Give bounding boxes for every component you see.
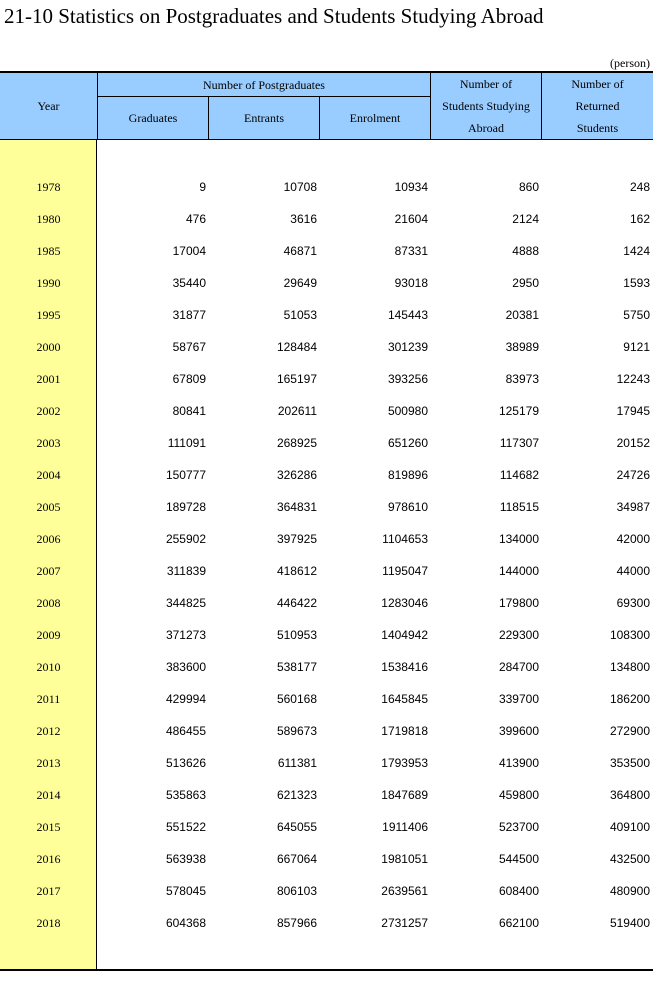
entrants-cell: 418612 [276, 564, 317, 578]
header-divider [97, 73, 98, 139]
table-row [0, 747, 653, 779]
abroad-cell: 144000 [498, 564, 539, 578]
entrants-cell: 46871 [283, 244, 317, 258]
graduates-cell: 311839 [166, 564, 206, 578]
header-divider [319, 97, 320, 139]
abroad-cell: 38989 [505, 340, 539, 354]
year-cell: 1980 [36, 212, 61, 226]
table-row [0, 459, 653, 491]
graduates-cell: 563938 [165, 852, 206, 866]
table-row [0, 299, 653, 331]
header-abroad-line1: Number of [459, 77, 513, 91]
year-cell: 2000 [36, 340, 61, 354]
table-row [0, 587, 653, 619]
returned-cell: 364800 [609, 788, 650, 802]
graduates-cell: 371273 [165, 628, 206, 642]
graduates-cell: 58767 [172, 340, 206, 354]
header-returned-students [542, 73, 653, 139]
returned-cell: 134800 [609, 660, 650, 674]
enrolment-cell: 651260 [387, 436, 428, 450]
graduates-cell: 80841 [172, 404, 206, 418]
entrants-cell: 51053 [283, 308, 317, 322]
returned-cell: 186200 [609, 692, 650, 706]
header-returned-line1: Number of [571, 77, 624, 91]
graduates-cell: 578045 [165, 884, 206, 898]
graduates-cell: 344825 [165, 596, 206, 610]
abroad-cell: 662100 [498, 916, 539, 930]
abroad-cell: 860 [518, 180, 539, 194]
abroad-cell: 413900 [498, 756, 539, 770]
enrolment-cell: 1847689 [381, 788, 428, 802]
abroad-cell: 117307 [499, 436, 539, 450]
entrants-cell: 202611 [277, 404, 317, 418]
table-row [0, 267, 653, 299]
header-returned-line2: Returned [575, 99, 620, 113]
abroad-cell: 179800 [498, 596, 539, 610]
entrants-cell: 510953 [276, 628, 317, 642]
year-cell: 2016 [36, 852, 61, 866]
table-row [0, 843, 653, 875]
header-divider [208, 97, 209, 139]
abroad-cell: 20381 [505, 308, 539, 322]
entrants-cell: 538177 [276, 660, 317, 674]
entrants-cell: 446422 [276, 596, 317, 610]
returned-cell: 24726 [616, 468, 650, 482]
enrolment-cell: 1793953 [381, 756, 428, 770]
returned-cell: 9121 [623, 340, 650, 354]
enrolment-cell: 1645845 [381, 692, 428, 706]
year-cell: 1995 [36, 308, 61, 322]
abroad-cell: 2124 [512, 212, 539, 226]
table-row [0, 523, 653, 555]
returned-cell: 1424 [623, 244, 650, 258]
year-cell: 2004 [36, 468, 61, 482]
header-postgraduates: Number of Postgraduates [98, 73, 430, 96]
header-divider [541, 73, 542, 139]
year-cell: 1990 [36, 276, 61, 290]
returned-cell: 162 [629, 212, 650, 226]
year-cell: 2017 [36, 884, 61, 898]
header-divider [98, 96, 430, 97]
enrolment-cell: 21604 [394, 212, 428, 226]
abroad-cell: 399600 [498, 724, 539, 738]
abroad-cell: 608400 [498, 884, 539, 898]
table-row [0, 715, 653, 747]
returned-cell: 272900 [609, 724, 650, 738]
enrolment-cell: 1911406 [382, 820, 428, 834]
graduates-cell: 486455 [165, 724, 206, 738]
abroad-cell: 459800 [498, 788, 539, 802]
year-cell: 2013 [36, 756, 61, 770]
graduates-cell: 31877 [172, 308, 206, 322]
header-entrants: Entrants [209, 97, 319, 139]
abroad-cell: 339700 [498, 692, 539, 706]
entrants-cell: 857966 [276, 916, 317, 930]
entrants-cell: 268925 [276, 436, 317, 450]
unit-label: (person) [610, 56, 650, 70]
enrolment-cell: 2639561 [381, 884, 428, 898]
returned-cell: 353500 [609, 756, 650, 770]
graduates-cell: 150777 [165, 468, 206, 482]
year-cell: 2015 [36, 820, 61, 834]
returned-cell: 34987 [616, 500, 650, 514]
enrolment-cell: 1538416 [381, 660, 428, 674]
year-cell: 2003 [36, 436, 61, 450]
enrolment-cell: 1981051 [381, 852, 428, 866]
header-students-abroad [431, 73, 541, 139]
year-cell: 2007 [36, 564, 61, 578]
enrolment-cell: 93018 [394, 276, 428, 290]
abroad-cell: 284700 [498, 660, 539, 674]
year-cell: 2008 [36, 596, 61, 610]
graduates-cell: 9 [199, 180, 206, 194]
enrolment-cell: 978610 [387, 500, 428, 514]
abroad-cell: 229300 [498, 628, 539, 642]
abroad-cell: 523700 [498, 820, 539, 834]
returned-cell: 480900 [609, 884, 650, 898]
table-row [0, 683, 653, 715]
graduates-cell: 513626 [165, 756, 206, 770]
header-enrolment: Enrolment [320, 97, 430, 139]
year-cell: 2011 [36, 692, 61, 706]
header-bottom-rule [0, 139, 653, 140]
year-cell: 2010 [36, 660, 61, 674]
graduates-cell: 383600 [165, 660, 206, 674]
entrants-cell: 645055 [276, 820, 317, 834]
returned-cell: 20152 [616, 436, 650, 450]
returned-cell: 12243 [616, 372, 650, 386]
year-cell: 2014 [36, 788, 61, 802]
entrants-cell: 128484 [276, 340, 317, 354]
entrants-cell: 364831 [276, 500, 317, 514]
graduates-cell: 35440 [172, 276, 206, 290]
enrolment-cell: 1719818 [381, 724, 428, 738]
enrolment-cell: 301239 [387, 340, 428, 354]
table-row [0, 875, 653, 907]
entrants-cell: 165197 [276, 372, 317, 386]
entrants-cell: 3616 [290, 212, 317, 226]
enrolment-cell: 87331 [394, 244, 428, 258]
enrolment-cell: 145443 [387, 308, 428, 322]
abroad-cell: 118515 [499, 500, 539, 514]
table-row [0, 619, 653, 651]
abroad-cell: 544500 [498, 852, 539, 866]
year-cell: 1985 [36, 244, 61, 258]
entrants-cell: 397925 [276, 532, 317, 546]
header-abroad-line2: Students Studying [442, 99, 530, 113]
returned-cell: 42000 [616, 532, 650, 546]
abroad-cell: 2950 [512, 276, 539, 290]
enrolment-cell: 393256 [387, 372, 428, 386]
returned-cell: 5750 [623, 308, 650, 322]
entrants-cell: 10708 [283, 180, 317, 194]
enrolment-cell: 500980 [387, 404, 428, 418]
graduates-cell: 17004 [172, 244, 206, 258]
enrolment-cell: 1195047 [382, 564, 428, 578]
graduates-cell: 429994 [165, 692, 206, 706]
enrolment-cell: 2731257 [381, 916, 428, 930]
header-divider [430, 73, 431, 139]
graduates-cell: 255902 [165, 532, 206, 546]
enrolment-cell: 1104653 [382, 532, 428, 546]
year-cell: 2002 [36, 404, 61, 418]
entrants-cell: 806103 [276, 884, 317, 898]
graduates-cell: 551522 [165, 820, 206, 834]
header-year: Year [0, 73, 97, 139]
graduates-cell: 111091 [167, 436, 206, 450]
graduates-cell: 604368 [165, 916, 206, 930]
year-cell: 2012 [36, 724, 61, 738]
entrants-cell: 29649 [283, 276, 317, 290]
graduates-cell: 67809 [172, 372, 206, 386]
enrolment-cell: 819896 [387, 468, 428, 482]
graduates-cell: 535863 [165, 788, 206, 802]
entrants-cell: 560168 [276, 692, 317, 706]
entrants-cell: 326286 [276, 468, 317, 482]
entrants-cell: 589673 [276, 724, 317, 738]
abroad-cell: 4888 [512, 244, 539, 258]
table-row [0, 203, 653, 235]
graduates-cell: 189728 [165, 500, 206, 514]
table-row [0, 907, 653, 939]
enrolment-cell: 1283046 [381, 596, 428, 610]
abroad-cell: 83973 [505, 372, 539, 386]
enrolment-cell: 1404942 [381, 628, 428, 642]
page-title: 21-10 Statistics on Postgraduates and Students Studying Abroad [4, 4, 544, 28]
year-cell: 2006 [36, 532, 61, 546]
returned-cell: 248 [629, 180, 650, 194]
enrolment-cell: 10934 [394, 180, 428, 194]
table-row [0, 331, 653, 363]
table-row [0, 363, 653, 395]
returned-cell: 44000 [616, 564, 650, 578]
table-row [0, 171, 653, 203]
graduates-cell: 476 [185, 212, 206, 226]
year-cell: 2005 [36, 500, 61, 514]
table-row [0, 395, 653, 427]
table-row [0, 779, 653, 811]
abroad-cell: 134000 [498, 532, 539, 546]
abroad-cell: 114682 [499, 468, 539, 482]
year-cell: 2001 [36, 372, 61, 386]
entrants-cell: 667064 [276, 852, 317, 866]
returned-cell: 69300 [616, 596, 650, 610]
abroad-cell: 125179 [498, 404, 539, 418]
returned-cell: 108300 [609, 628, 650, 642]
returned-cell: 519400 [609, 916, 650, 930]
table-row [0, 811, 653, 843]
header-returned-line3: Students [576, 121, 619, 135]
year-cell: 2009 [36, 628, 61, 642]
header-graduates: Graduates [98, 97, 208, 139]
entrants-cell: 621323 [276, 788, 317, 802]
table-row [0, 555, 653, 587]
returned-cell: 17945 [616, 404, 650, 418]
table-row [0, 651, 653, 683]
returned-cell: 409100 [609, 820, 650, 834]
entrants-cell: 611381 [277, 756, 317, 770]
year-cell: 1978 [36, 180, 61, 194]
table-row [0, 235, 653, 267]
returned-cell: 1593 [623, 276, 650, 290]
year-cell: 2018 [36, 916, 61, 930]
table-row [0, 427, 653, 459]
header-abroad-line3: Abroad [468, 121, 504, 135]
table-bottom-rule [0, 969, 653, 971]
returned-cell: 432500 [609, 852, 650, 866]
table-row [0, 491, 653, 523]
